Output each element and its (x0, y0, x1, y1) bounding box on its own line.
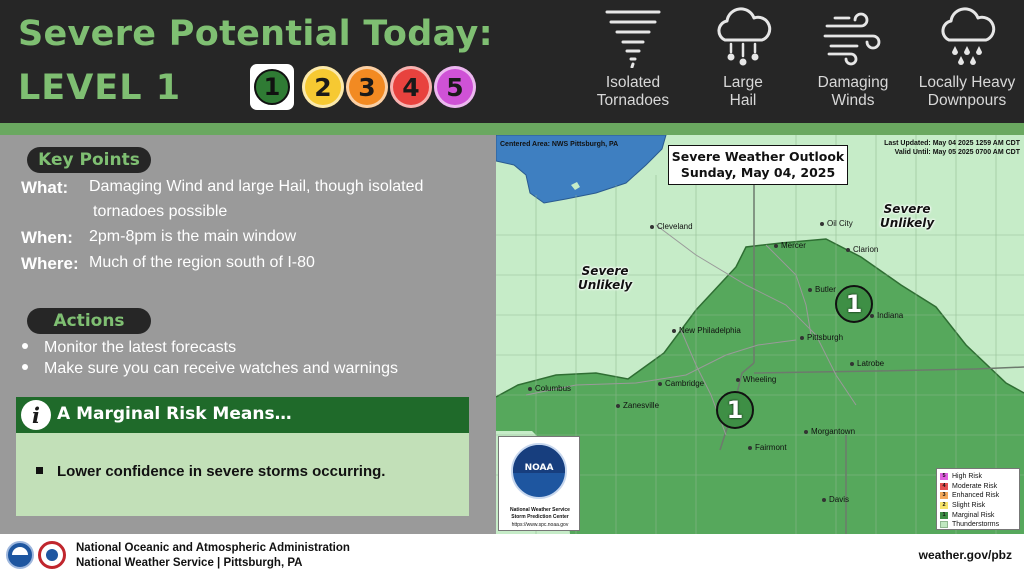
risk-level-5-badge: 5 (434, 66, 476, 108)
actions-heading: Actions (27, 308, 151, 334)
rain-icon (935, 6, 999, 68)
city-label: Butler (808, 285, 836, 294)
bullet-square (36, 467, 43, 474)
marginal-risk-header (16, 397, 469, 433)
footer-office: National Weather Service | Pittsburgh, PA (76, 557, 303, 569)
what-value-line2: tornadoes possible (93, 203, 228, 220)
nws-logo-icon (38, 541, 66, 569)
hazard-wind (798, 6, 908, 110)
hazard-wind-label: Damaging Winds (817, 74, 889, 109)
bullet-dot (22, 364, 28, 370)
severe-outlook-map (496, 135, 1024, 534)
risk-level-title: LEVEL 1 (18, 68, 182, 108)
where-row (21, 254, 315, 274)
wind-icon (821, 6, 885, 68)
hazard-hail (688, 6, 798, 110)
city-label: Fairmont (748, 443, 787, 452)
what-value-line1: Damaging Wind and large Hail, though isolated (89, 178, 424, 195)
key-points-heading: Key Points (27, 147, 151, 173)
bullet-dot (22, 343, 28, 349)
action-item: Monitor the latest forecasts (22, 339, 236, 357)
noaa-logo: NOAA (511, 443, 567, 499)
when-row (21, 228, 297, 248)
city-label: Cambridge (658, 379, 704, 388)
what-label: What: (21, 178, 69, 197)
city-label: Wheeling (736, 375, 776, 384)
tornado-icon (601, 6, 665, 68)
marginal-risk-badge-south: 1 (716, 391, 754, 429)
outlook-title: Severe Weather Outlook (671, 149, 845, 164)
hail-icon (711, 6, 775, 68)
hazard-tornado-label: Isolated Tornadoes (596, 74, 670, 109)
noaa-logo-icon (6, 541, 34, 569)
outlook-title-box (668, 145, 848, 185)
footer-bar (0, 534, 1024, 576)
spc-url: https://www.spc.noaa.gov (511, 522, 569, 528)
severe-unlikely-label-west: Severe Unlikely (578, 264, 633, 292)
marginal-risk-box (16, 397, 469, 516)
city-label: Indiana (870, 311, 903, 320)
where-value: Much of the region south of I-80 (89, 254, 315, 271)
noaa-spc-logo-box (498, 436, 580, 531)
spc-caption: Storm Prediction Center (511, 514, 569, 520)
city-label: Cleveland (650, 222, 693, 231)
marginal-risk-title: A Marginal Risk Means… (57, 404, 292, 424)
legend-item: 4 Moderate Risk (940, 482, 1016, 492)
city-label: Davis (822, 495, 849, 504)
city-label: Columbus (528, 384, 571, 393)
city-label: Mercer (774, 241, 806, 250)
nws-caption: National Weather Service (510, 507, 570, 513)
city-label: Zanesville (616, 401, 659, 410)
when-label: When: (21, 228, 73, 247)
risk-level-1-active (250, 64, 294, 110)
city-label: Pittsburgh (800, 333, 843, 342)
legend-item: Thunderstorms (940, 520, 1016, 530)
valid-until-label: Valid Until: May 05 2025 0700 AM CDT (894, 149, 1020, 156)
hazard-rain-label: Locally Heavy Downpours (918, 74, 1016, 109)
legend-item: 3 Enhanced Risk (940, 491, 1016, 501)
what-row (21, 178, 424, 198)
last-updated-label: Last Updated: May 04 2025 1259 AM CDT (884, 140, 1020, 147)
risk-level-4-badge: 4 (390, 66, 432, 108)
risk-level-3-badge: 3 (346, 66, 388, 108)
legend-item: 2 Slight Risk (940, 501, 1016, 511)
marginal-risk-point: Lower confidence in severe storms occurring. (36, 463, 385, 480)
legend-item: 1 Marginal Risk (940, 510, 1016, 520)
where-label: Where: (21, 254, 79, 273)
when-value: 2pm-8pm is the main window (89, 228, 297, 245)
footer-website-link[interactable]: weather.gov/pbz (918, 548, 1012, 562)
info-icon: i (21, 400, 51, 430)
centered-area-label: Centered Area: NWS Pittsburgh, PA (500, 141, 619, 148)
action-item: Make sure you can receive watches and warnings (22, 360, 398, 378)
header-divider (0, 123, 1024, 135)
hazard-tornado (578, 6, 688, 110)
risk-level-2-badge: 2 (302, 66, 344, 108)
hazard-rain (912, 6, 1022, 110)
marginal-risk-badge-north: 1 (835, 285, 873, 323)
city-label: Latrobe (850, 359, 884, 368)
footer-agency: National Oceanic and Atmospheric Administration (76, 542, 350, 554)
risk-level-1-badge: 1 (254, 69, 290, 105)
severe-unlikely-label-northeast: Severe Unlikely (880, 202, 935, 230)
page-title: Severe Potential Today: (18, 14, 493, 54)
city-label: Morgantown (804, 427, 855, 436)
outlook-date: Sunday, May 04, 2025 (680, 165, 836, 180)
city-label: New Philadelphia (672, 326, 741, 335)
legend-item: 5 High Risk (940, 472, 1016, 482)
risk-legend (936, 468, 1020, 530)
city-label: Oil City (820, 219, 853, 228)
hazard-hail-label: Large Hail (723, 74, 763, 109)
city-label: Clarion (846, 245, 878, 254)
